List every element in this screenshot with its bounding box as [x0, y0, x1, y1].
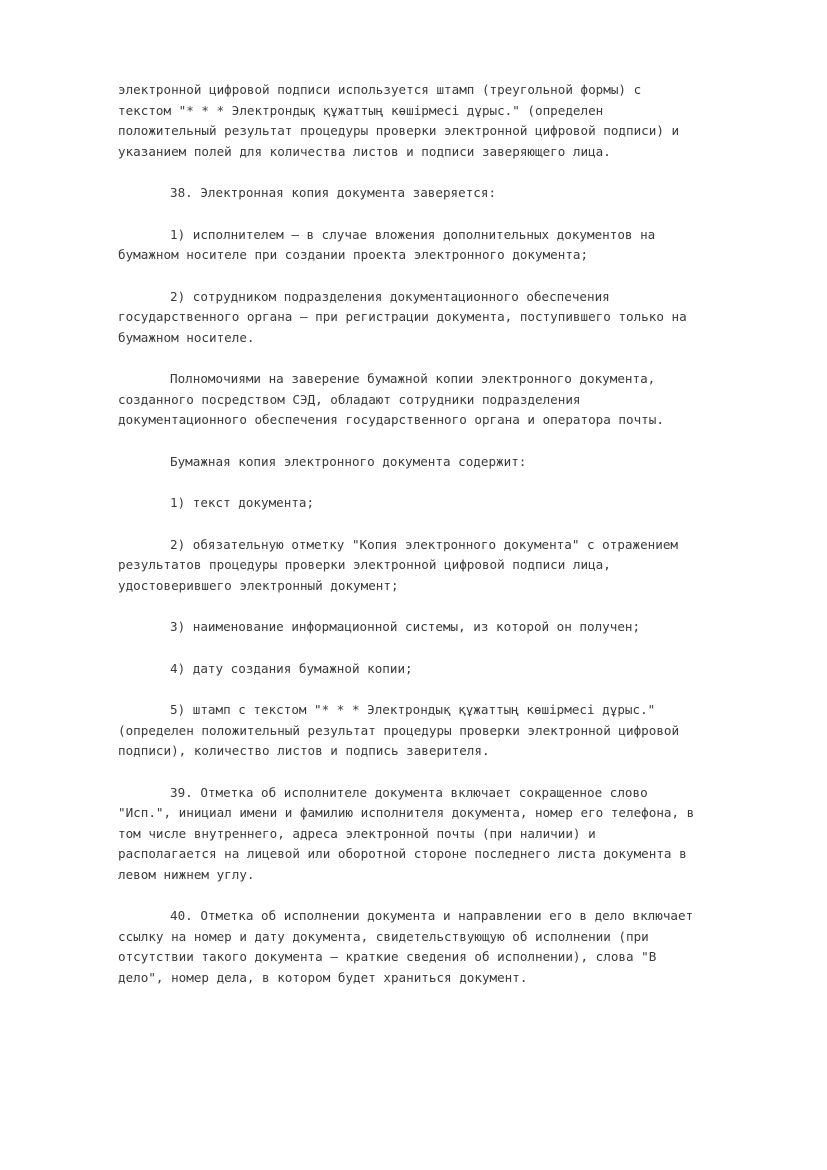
paragraph-contents-item-3: 3) наименование информационной системы, из которой он получен;	[170, 619, 641, 634]
paragraph-contents-item-5: 5) штамп с текстом "* * * Электрондық құжаттың көшірмесі дұрыс." (определен положительный результат процедуры проверки электронной цифровой подписи), количество листов и подпись заверителя.	[118, 702, 680, 758]
document-body	[118, 80, 778, 1009]
paragraph-contents-item-2: 2) обязательную отметку "Копия электронного документа" с отражением результатов процедуры проверки электронной цифровой подписи лица, удостоверившего электронный документ;	[118, 536, 678, 593]
paragraph-39: 39. Отметка об исполнителе документа включает сокращенное слово "Исп.", инициал имени и фамилию исполнителя документа, номер его телефона, в том числе внутреннего, адреса электронной почты (при наличии) и располагается на лицевой или оборотной стороне последнего листа документа в левом нижнем углу.	[118, 784, 695, 882]
paragraph-contents-item-1: 1) текст документа;	[170, 495, 315, 510]
paragraph-38-item-2: 2) сотрудником подразделения документационного обеспечения государственного органа – при регистрации документа, поступившего только на бумажном носителе.	[118, 288, 687, 345]
paragraph-38-heading: 38. Электронная копия документа заверяется:	[170, 185, 497, 200]
paragraph-40: 40. Отметка об исполнении документа и направлении его в дело включает ссылку на номер и дату документа, свидетельствующую об исполнении (при отсутствии такого документа – краткие сведения об исполнении), слова "В дело", номер дела, в котором будет храниться документ.	[118, 908, 694, 985]
paragraph-contents-item-4: 4) дату создания бумажной копии;	[170, 660, 413, 676]
paragraph-paper-copy-contents: Бумажная копия электронного документа содержит:	[170, 453, 527, 469]
paragraph-38-item-1: 1) исполнителем – в случае вложения дополнительных документов на бумажном носителе при создании проекта электронного документа;	[118, 226, 656, 262]
paragraph-stamp-continuation: электронной цифровой подписи используется штамп (треугольной формы) с текстом "* * * Электрондық құжаттың көшірмесі дұрыс." (определен положительный результат процедуры проверки электронной цифровой подписи) и указанием полей для количества листов и подписи заверяющего лица.	[118, 82, 680, 159]
paragraph-authority: Полномочиями на заверение бумажной копии электронного документа, созданного посредством СЭД, обладают сотрудники подразделения документационного обеспечения государственного органа и оператора почты.	[118, 371, 664, 427]
